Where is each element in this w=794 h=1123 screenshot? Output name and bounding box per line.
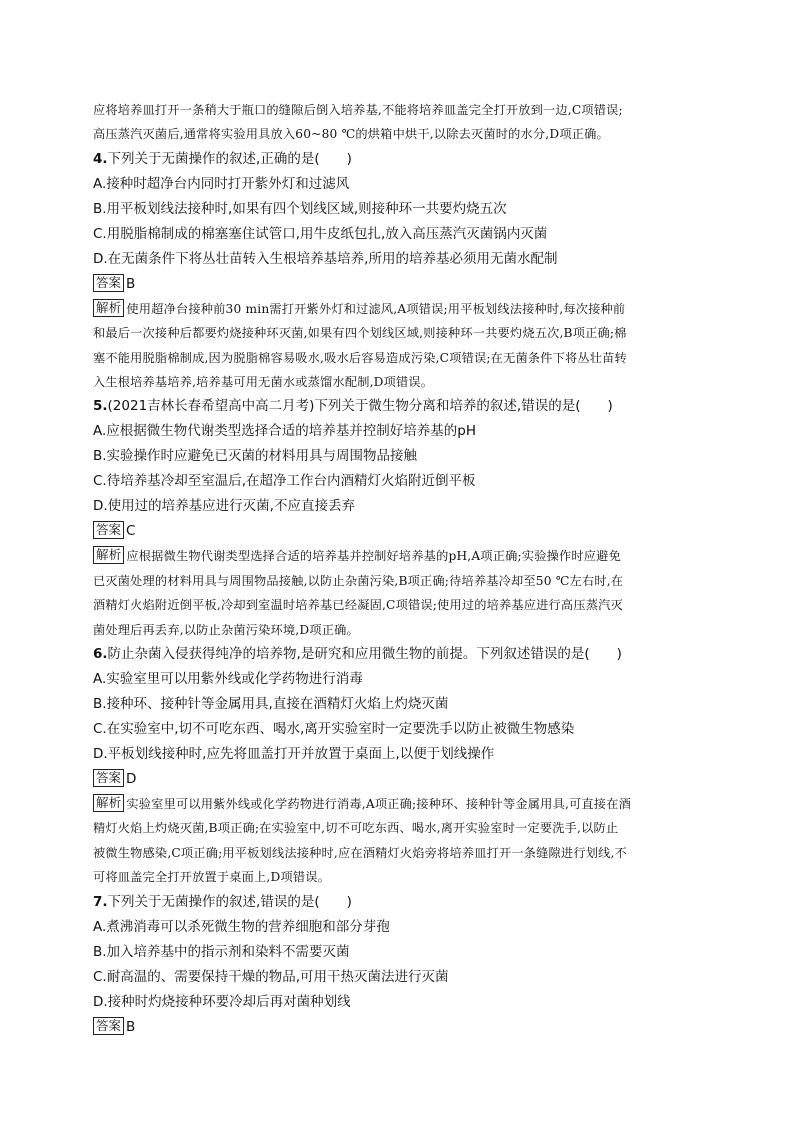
question-stem: 4.下列关于无菌操作的叙述,正确的是( ) xyxy=(93,150,352,167)
answer-line xyxy=(93,767,711,792)
answer-tag: 答案 xyxy=(93,274,124,292)
answer-value: B xyxy=(126,1018,136,1035)
option: C.耐高温的、需要保持干燥的物品,可用干热灭菌法进行灭菌 xyxy=(93,968,449,985)
answer-line xyxy=(93,519,711,544)
option: C.待培养基冷却至室温后,在超净工作台内酒精灯火焰附近倒平板 xyxy=(93,473,476,490)
option: B.用平板划线法接种时,如果有四个划线区域,则接种环一共要灼烧五次 xyxy=(93,200,507,217)
question-5 xyxy=(93,394,711,642)
question-stem: 6.防止杂菌入侵获得纯净的培养物,是研究和应用微生物的前提。下列叙述错误的是( ) xyxy=(93,646,622,663)
answer-tag: 答案 xyxy=(93,769,124,787)
continuation-text xyxy=(93,98,711,147)
document-page xyxy=(93,98,711,1040)
explanation-line: 已灭菌处理的材料用具与周围物品接触,以防止杂菌污染,B项正确;待培养基冷却至50 ℃左右时,在 xyxy=(93,573,624,588)
answer-value: C xyxy=(126,523,136,540)
explanation-line: 酒精灯火焰附近倒平板,冷却到室温时培养基已经凝固,C项错误;使用过的培养基应进行高压蒸汽灭 xyxy=(93,598,623,613)
continuation-line: 高压蒸汽灭菌后,通常将实验用具放入60~80 ℃的烘箱中烘干,以除去灭菌时的水分,D项正确。 xyxy=(93,127,609,142)
question-stem: 5.(2021吉林长春希望高中高二月考)下列关于微生物分离和培养的叙述,错误的是( ) xyxy=(93,398,613,415)
option: A.应根据微生物代谢类型选择合适的培养基并控制好培养基的pH xyxy=(93,423,477,440)
answer-line xyxy=(93,1015,711,1040)
question-6 xyxy=(93,642,711,890)
explanation-line: 精灯火焰上灼烧灭菌,B项正确;在实验室中,切不可吃东西、喝水,离开实验室时一定要洗手,以防止 xyxy=(93,821,619,836)
explanation-line: 实验室里可以用紫外线或化学药物进行消毒,A项正确;接种环、接种针等金属用具,可直接在酒 xyxy=(126,797,631,812)
explanation-line: 应根据微生物代谢类型选择合适的培养基并控制好培养基的pH,A项正确;实验操作时应避免 xyxy=(126,549,621,564)
answer-tag: 答案 xyxy=(93,1017,124,1035)
question-4 xyxy=(93,147,711,395)
option: D.接种时灼烧接种环要冷却后再对菌种划线 xyxy=(93,993,351,1010)
option: D.在无菌条件下将丛壮苗转入生根培养基培养,所用的培养基必须用无菌水配制 xyxy=(93,250,558,267)
answer-value: B xyxy=(126,275,136,292)
explanation-line: 被微生物感染,C项正确;用平板划线法接种时,应在酒精灯火焰旁将培养皿打开一条缝隙进行划线,不 xyxy=(93,845,627,860)
explanation xyxy=(93,297,711,395)
question-7 xyxy=(93,890,711,1040)
option: C.用脱脂棉制成的棉塞塞住试管口,用牛皮纸包扎,放入高压蒸汽灭菌锅内灭菌 xyxy=(93,225,548,242)
explanation xyxy=(93,792,711,890)
option: B.实验操作时应避免已灭菌的材料用具与周围物品接触 xyxy=(93,448,418,465)
option: A.实验室里可以用紫外线或化学药物进行消毒 xyxy=(93,671,363,688)
explanation-tag: 解析 xyxy=(93,546,124,564)
question-stem: 7.下列关于无菌操作的叙述,错误的是( ) xyxy=(93,893,352,910)
explanation-line: 使用超净台接种前30 min需打开紫外灯和过滤风,A项错误;用平板划线法接种时,每次接种前 xyxy=(126,301,626,316)
option: C.在实验室中,切不可吃东西、喝水,离开实验室时一定要洗手以防止被微生物感染 xyxy=(93,721,575,738)
answer-line xyxy=(93,272,711,297)
option: A.接种时超净台内同时打开紫外灯和过滤风 xyxy=(93,175,350,192)
option: B.接种环、接种针等金属用具,直接在酒精灯火焰上灼烧灭菌 xyxy=(93,696,449,713)
continuation-line: 应将培养皿打开一条稍大于瓶口的缝隙后倒入培养基,不能将培养皿盖完全打开放到一边,C项错误; xyxy=(93,103,623,117)
answer-value: D xyxy=(126,771,137,788)
explanation-line: 入生根培养基培养,培养基可用无菌水或蒸馏水配制,D项错误。 xyxy=(93,375,434,390)
explanation xyxy=(93,544,711,642)
answer-tag: 答案 xyxy=(93,521,124,539)
option: D.平板划线接种时,应先将皿盖打开并放置于桌面上,以便于划线操作 xyxy=(93,746,495,763)
option: B.加入培养基中的指示剂和染料不需要灭菌 xyxy=(93,943,350,960)
explanation-tag: 解析 xyxy=(93,794,124,812)
explanation-tag: 解析 xyxy=(93,299,124,317)
option: A.煮沸消毒可以杀死微生物的营养细胞和部分芽孢 xyxy=(93,918,390,935)
explanation-line: 可将皿盖完全打开放置于桌面上,D项错误。 xyxy=(93,870,331,885)
explanation-line: 和最后一次接种后都要灼烧接种环灭菌,如果有四个划线区域,则接种环一共要灼烧五次,B项正确;棉 xyxy=(93,326,627,341)
explanation-line: 菌处理后再丢弃,以防止杂菌污染环境,D项正确。 xyxy=(93,622,359,637)
option: D.使用过的培养基应进行灭菌,不应直接丢弃 xyxy=(93,498,355,515)
explanation-line: 塞不能用脱脂棉制成,因为脱脂棉容易吸水,吸水后容易造成污染,C项错误;在无菌条件下将丛壮苗转 xyxy=(93,350,627,365)
